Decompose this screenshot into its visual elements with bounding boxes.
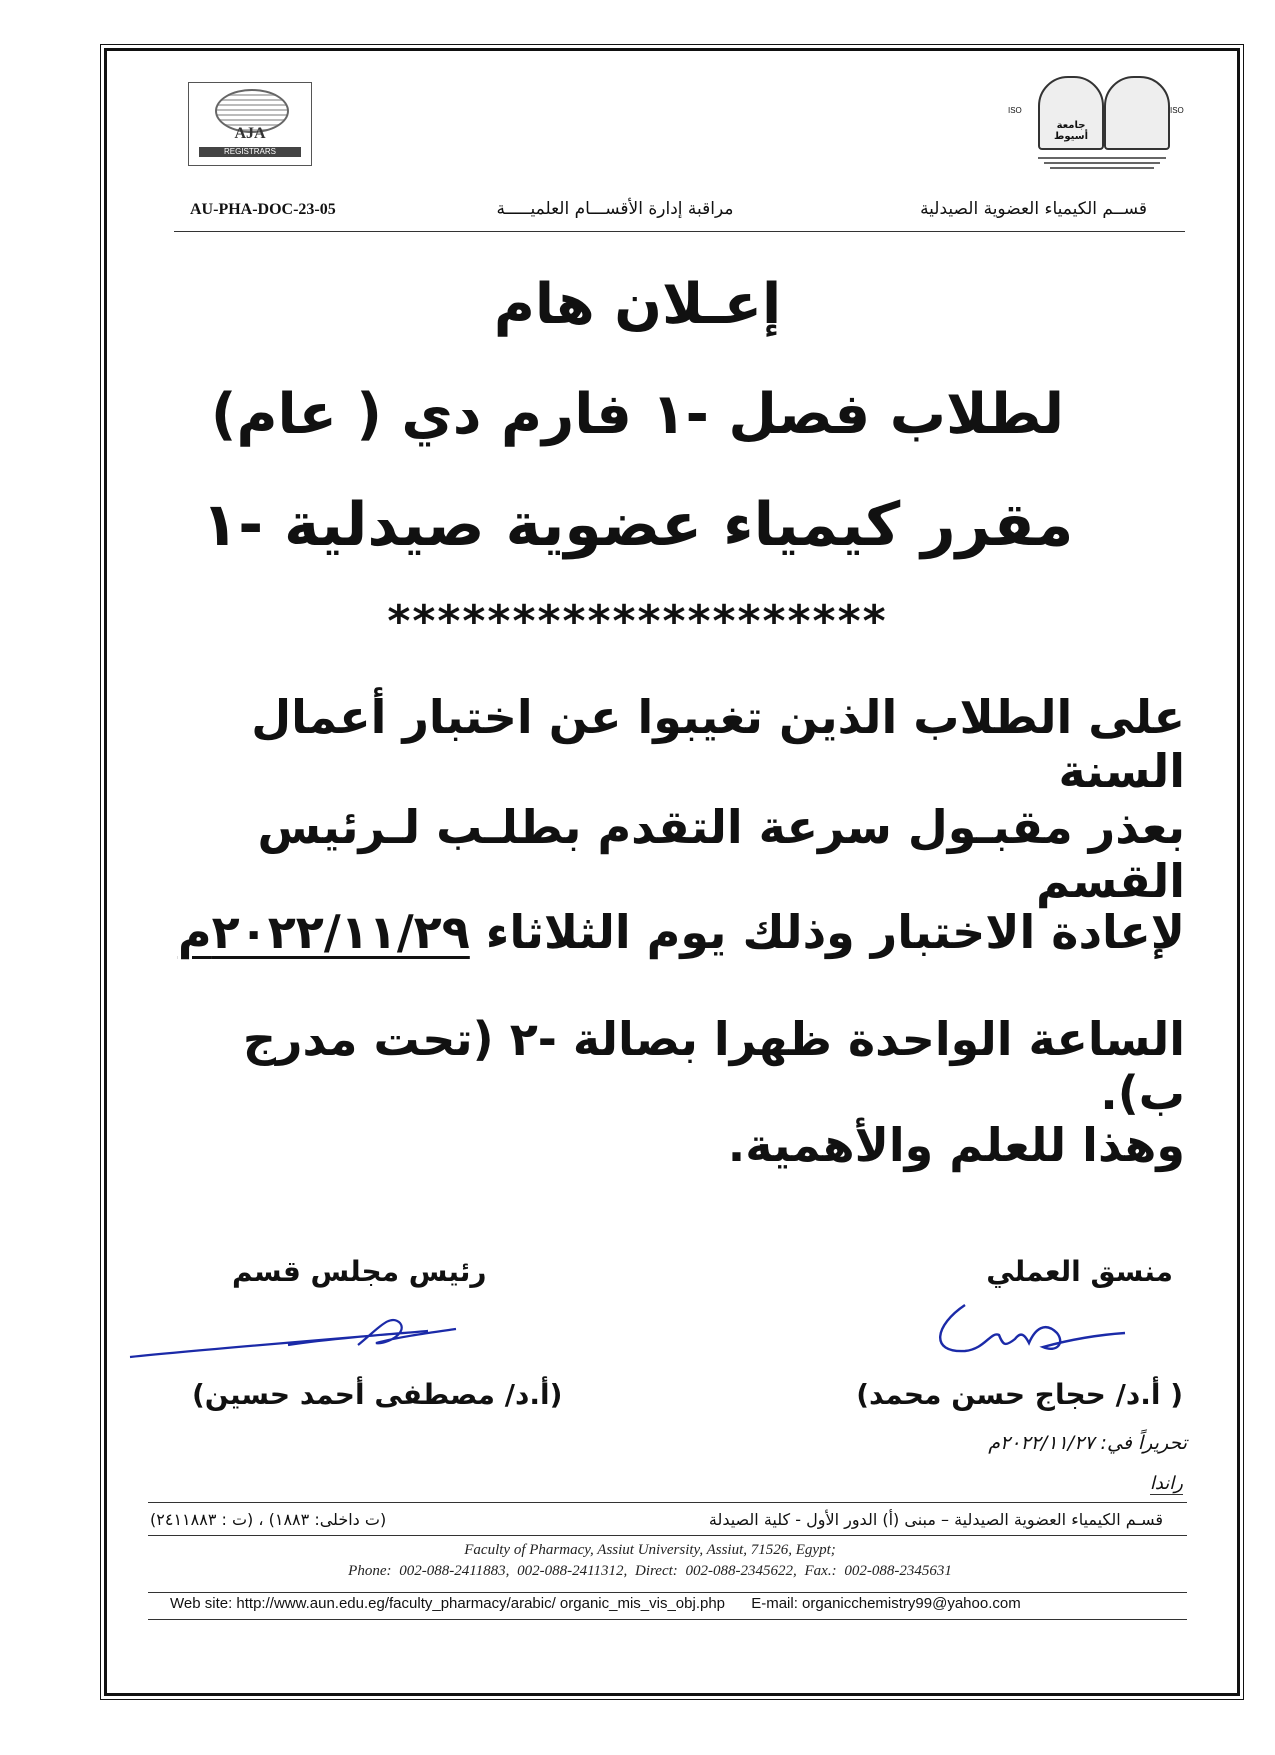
university-seal-text: جامعة أسيوط (1054, 120, 1088, 142)
typist-name: راندا (1149, 1473, 1183, 1494)
body-line-2: بعذر مقبـول سرعة التقدم بطلـب لـرئيس القسم (257, 800, 1185, 908)
footer-fax: Fax.: 002-088-2345631 (804, 1563, 952, 1579)
header-divider (174, 231, 1185, 232)
footer-direct: Direct: 002-088-2345622, (635, 1563, 797, 1579)
pharmacy-caduceus-icon (1104, 76, 1170, 150)
left-signatory-name: (أ.د/ مصطفى أحمد حسين) (192, 1378, 563, 1411)
footer-divider-3 (148, 1592, 1187, 1593)
university-iso-logo (1004, 70, 1190, 184)
body-line-3 (160, 905, 1185, 959)
iso-label-right: ISO (1170, 106, 1184, 115)
logo-fine-print (1034, 154, 1170, 172)
document-code: AU-PHA-DOC-23-05 (190, 201, 336, 218)
footer-phones-arabic: (ت داخلى: ١٨٨٣) ، (ت : ٢٤١١٨٨٣) (150, 1510, 387, 1529)
body-line-5: وهذا للعلم والأهمية. (727, 1118, 1185, 1172)
iso-label-left: ISO (1008, 106, 1022, 115)
right-signatory-title: منسق العملي (986, 1255, 1173, 1288)
footer-web (170, 1595, 1150, 1612)
aja-logo-text: AJA (234, 125, 266, 142)
footer-contact-numbers (150, 1563, 1150, 1580)
exam-date: ٢٠٢٢/١١/٢٩م (177, 905, 470, 959)
footer-divider-4 (148, 1619, 1187, 1620)
body-line-1: على الطلاب الذين تغيبوا عن اختبار أعمال السنة (251, 690, 1185, 798)
department-name: قســم الكيمياء العضوية الصيدلية (920, 199, 1147, 219)
left-signature (128, 1305, 458, 1365)
footer-divider-1 (148, 1502, 1187, 1503)
issue-date: تحريراً في: ٢٠٢٢/١١/٢٧م (988, 1432, 1187, 1454)
right-signature (925, 1295, 1135, 1365)
footer-phone-2: 002-088-2411312, (517, 1563, 628, 1579)
footer-address-english: Faculty of Pharmacy, Assiut University, Assiut, 71526, Egypt; (464, 1542, 836, 1558)
aja-logo-subtext: REGISTRARS (199, 147, 301, 157)
university-seal-icon (1038, 76, 1104, 150)
footer-email[interactable]: E-mail: organicchemistry99@yahoo.com (751, 1595, 1021, 1612)
footer-phone: Phone: 002-088-2411883, (348, 1563, 510, 1579)
footer-address-arabic: قسـم الكيمياء العضوية الصيدلية – مبنى (أ) الدور الأول - كلية الصيدلة (708, 1510, 1163, 1529)
body-line-4: الساعة الواحدة ظهرا بصالة -٢ (تحت مدرج ب). (242, 1012, 1185, 1120)
left-signatory-title: رئيس مجلس قسم (232, 1255, 487, 1288)
right-signatory-name: ( أ.د/ حجاج حسن محمد) (856, 1378, 1183, 1411)
target-students: لطلاب فصل -١ فارم دي ( عام) (210, 382, 1065, 447)
stars-divider: ******************** (387, 596, 888, 647)
aja-registrars-logo (188, 82, 312, 166)
footer-divider-2 (148, 1535, 1187, 1536)
footer-website[interactable]: Web site: http://www.aun.edu.eg/faculty_pharmacy/arabic/ organic_mis_vis_obj.php (170, 1595, 726, 1612)
announcement-title: إعـلان هام (493, 272, 782, 337)
issuing-unit: مراقبة إدارة الأقســـام العلميـــــة (496, 199, 734, 219)
course-name: مقرر كيمياء عضوية صيدلية -١ (201, 490, 1074, 560)
body-line-3-text: لإعادة الاختبار وذلك يوم الثلاثاء (469, 905, 1185, 959)
